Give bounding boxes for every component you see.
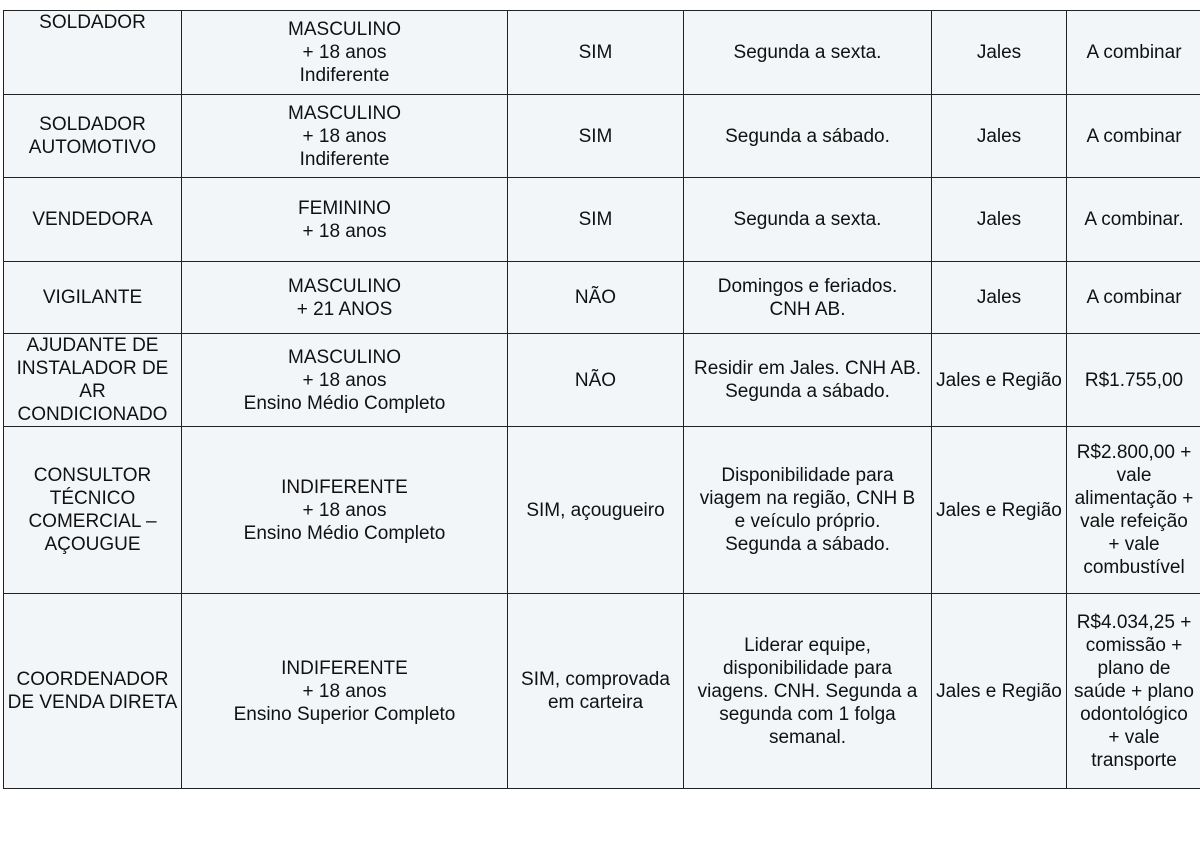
cell-text-line: odontológico [1080,703,1188,725]
cell-text-line: A combinar [1086,287,1182,308]
cell-text-line: viagem na região, CNH B [699,488,916,509]
cell-text-line: semanal. [768,726,847,748]
cell-text-line: Liderar equipe, [744,634,871,656]
cell-text-line: A combinar. [1084,209,1184,230]
cell-perfil [182,334,508,427]
cell-text-line: MASCULINO [288,346,401,368]
cell-text-line: AÇOUGUE [44,534,141,555]
cell-text-line: Domingos e feriados. [717,275,898,297]
table-row [4,95,1200,178]
cell-text-line: + 18 anos [302,680,387,702]
cell-local [932,95,1067,178]
cell-text-line: R$4.034,25 + [1076,611,1192,633]
cell-perfil [182,262,508,334]
cell-local [932,427,1067,594]
cell-text-line: + 18 anos [302,125,387,147]
cell-text-line: Segunda a sexta. [733,209,882,230]
cell-text-line: saúde + plano [1074,680,1194,702]
cell-text-line: e veículo próprio. [734,511,881,532]
cell-text-line: Ensino Superior Completo [233,703,456,725]
cell-experiencia [508,427,684,594]
table-row [4,594,1200,789]
cell-salario [1067,95,1200,178]
cell-cargo [4,427,182,594]
cell-text-line: FEMININO [298,197,391,219]
cell-observacoes [684,334,932,427]
cell-text-line: NÃO [574,287,617,308]
table-row [4,11,1200,95]
cell-perfil [182,11,508,95]
cell-experiencia [508,95,684,178]
table-row [4,262,1200,334]
cell-observacoes [684,178,932,262]
cell-salario [1067,178,1200,262]
cell-salario [1067,262,1200,334]
cell-perfil [182,95,508,178]
cell-text-line: plano de [1097,657,1171,679]
cell-text-line: Segunda a sexta. [733,42,882,63]
cell-salario [1067,334,1200,427]
cell-text-line: + 18 anos [302,369,387,391]
cell-local [932,11,1067,95]
cell-text-line: SOLDADOR [39,114,146,135]
cell-text-line: Segunda a sábado. [725,534,890,555]
cell-text-line: DE VENDA DIRETA [7,692,178,713]
cell-text-line: SOLDADOR [39,12,146,33]
cell-text-line: Segunda a sábado. [725,381,890,402]
cell-experiencia [508,334,684,427]
cell-text-line: disponibilidade para [722,657,892,679]
cell-local [932,594,1067,789]
cell-text-line: viagens. CNH. Segunda a [697,680,918,702]
cell-observacoes [684,427,932,594]
cell-text-line: VENDEDORA [32,209,153,230]
cell-text-line: + 18 anos [302,499,387,521]
cell-text-line: + 21 ANOS [296,298,393,320]
cell-observacoes [684,11,932,95]
table-row [4,427,1200,594]
cell-perfil [182,594,508,789]
cell-text-line: Indiferente [299,65,390,86]
cell-text-line: A combinar [1086,125,1182,147]
cell-text-line: Indiferente [299,148,390,170]
cell-observacoes [684,594,932,789]
cell-text-line: SIM, comprovada [521,669,670,690]
cell-text-line: + 18 anos [302,220,387,242]
cell-local [932,262,1067,334]
cell-text-line: NÃO [574,369,617,391]
table-body [4,11,1200,789]
cell-text-line: Segunda a sábado. [725,125,890,147]
cell-text-line: segunda com 1 folga [719,703,896,725]
cell-text-line: CONSULTOR [33,465,152,486]
cell-text-line: INDIFERENTE [281,476,408,498]
cell-salario [1067,11,1200,95]
cell-text-line: SIM [578,42,613,63]
cell-text-line: A combinar [1086,42,1182,63]
cell-cargo [4,178,182,262]
cell-salario [1067,594,1200,789]
cell-text-line: AUTOMOTIVO [28,137,157,158]
cell-text-line: SIM, açougueiro [526,499,665,521]
cell-text-line: comissão + [1085,634,1183,656]
cell-experiencia [508,594,684,789]
cell-text-line: SIM [578,125,613,147]
cell-cargo [4,95,182,178]
table-row [4,178,1200,262]
cell-text-line: transporte [1091,749,1177,771]
cell-text-line: CNH AB. [769,298,846,320]
cell-observacoes [684,262,932,334]
cell-local [932,334,1067,427]
cell-text-line: Ensino Médio Completo [243,522,446,544]
cell-text-line: Jales e Região [936,680,1062,702]
cell-cargo [4,594,182,789]
cell-cargo [4,334,182,427]
cell-observacoes [684,95,932,178]
cell-text-line: Jales e Região [936,369,1062,391]
cell-text-line: Jales [976,287,1022,308]
cell-text-line: AJUDANTE DE [26,335,159,356]
cell-text-line: + 18 anos [302,42,387,63]
cell-cargo [4,11,182,95]
cell-cargo [4,262,182,334]
cell-local [932,178,1067,262]
cell-text-line: AR [79,381,106,402]
cell-text-line: CONDICIONADO [17,404,168,425]
cell-text-line: R$1.755,00 [1084,369,1184,391]
cell-text-line: INDIFERENTE [281,657,408,679]
cell-text-line: alimentação + [1074,488,1194,509]
table-row [4,334,1200,427]
cell-perfil [182,427,508,594]
cell-text-line: MASCULINO [288,19,401,40]
cell-text-line: Jales [976,209,1022,230]
cell-perfil [182,178,508,262]
cell-text-line: COORDENADOR [16,669,169,690]
cell-text-line: COMERCIAL – [28,511,157,532]
cell-text-line: Jales e Região [936,499,1062,521]
cell-salario [1067,427,1200,594]
cell-text-line: Disponibilidade para [721,465,894,486]
cell-text-line: vale refeição [1080,511,1188,532]
cell-text-line: + vale [1108,534,1160,555]
cell-text-line: + vale [1108,726,1160,748]
cell-text-line: Jales [976,42,1022,63]
cell-text-line: SIM [578,209,613,230]
cell-text-line: combustível [1083,557,1185,578]
cell-experiencia [508,11,684,95]
cell-text-line: MASCULINO [288,102,401,124]
cell-text-line: Ensino Médio Completo [243,392,446,414]
cell-experiencia [508,178,684,262]
cell-text-line: MASCULINO [288,275,401,297]
cell-text-line: VIGILANTE [42,287,143,308]
cell-text-line: Jales [976,125,1022,147]
cell-text-line: R$2.800,00 + [1076,442,1192,463]
cell-text-line: INSTALADOR DE [16,358,169,379]
cell-experiencia [508,262,684,334]
job-openings-table [3,10,1200,789]
cell-text-line: em carteira [547,692,644,713]
cell-text-line: vale [1116,465,1152,486]
cell-text-line: Residir em Jales. CNH AB. [693,358,921,379]
cell-text-line: TÉCNICO [49,488,136,509]
